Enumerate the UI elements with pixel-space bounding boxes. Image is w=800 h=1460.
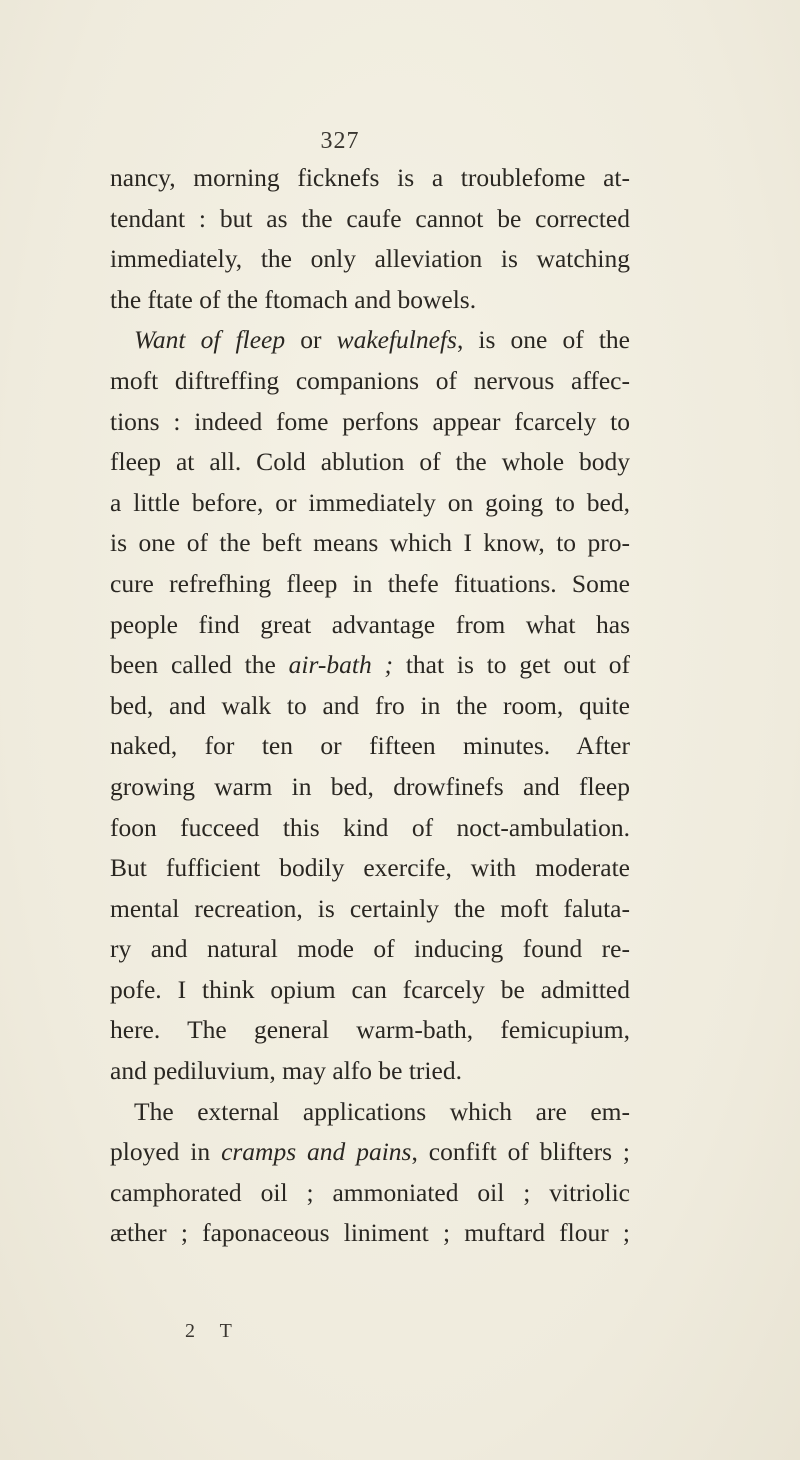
- text-run: , confift of blifters ;: [411, 1137, 630, 1167]
- italic-term: air-bath ;: [288, 650, 394, 680]
- page-number: 327: [320, 128, 360, 154]
- text-run: camphorated oil ; ammoniated oil ; vitriolic: [110, 1177, 630, 1207]
- text-run: growing warm in bed, drowfinefs and fleep: [110, 771, 630, 801]
- text-run: cure refrefhing fleep in thefe fituations. Some: [110, 568, 630, 598]
- text-line: [110, 970, 630, 1011]
- text-line: [110, 605, 630, 646]
- text-line: [110, 1213, 630, 1254]
- text-line: [110, 686, 630, 727]
- text-line: [110, 158, 630, 199]
- text-line: [110, 402, 630, 443]
- text-line: [110, 848, 630, 889]
- text-run: moft diftreffing companions of nervous affec-: [110, 365, 630, 395]
- text-line: [110, 1010, 630, 1051]
- text-run: æther ; faponaceous liniment ; muftard flour ;: [110, 1218, 630, 1248]
- text-line: [110, 199, 630, 240]
- signature-mark: 2 T: [185, 1320, 242, 1342]
- text-line: [110, 564, 630, 605]
- text-run: bed, and walk to and fro in the room, quite: [110, 690, 630, 720]
- text-line: [110, 1132, 630, 1173]
- text-line: [110, 808, 630, 849]
- text-line: [110, 239, 630, 280]
- text-run: here. The general warm-bath, femicupium,: [110, 1015, 630, 1045]
- text-line: [110, 1051, 630, 1092]
- text-line: [110, 320, 630, 361]
- text-line: [110, 889, 630, 930]
- text-run: naked, for ten or fifteen minutes. After: [110, 731, 630, 761]
- text-run: been called the: [110, 650, 289, 680]
- text-run: fleep at all. Cold ablution of the whole body: [110, 447, 630, 477]
- text-line: [110, 442, 630, 483]
- text-run: tendant : but as the caufe cannot be corrected: [110, 203, 630, 233]
- text-line: [110, 523, 630, 564]
- text-run: ployed in: [110, 1137, 222, 1167]
- text-run: ry and natural mode of inducing found re-: [110, 934, 630, 964]
- text-run: But fufficient bodily exercife, with moderate: [110, 853, 630, 883]
- text-run: pofe. I think opium can fcarcely be admitted: [110, 974, 630, 1004]
- body-text: [110, 158, 630, 1254]
- text-run: people find great advantage from what has: [110, 609, 630, 639]
- text-run: and pediluvium, may alfo be tried.: [110, 1056, 462, 1086]
- text-line: [110, 645, 630, 686]
- text-line: [110, 929, 630, 970]
- italic-term: wakefulnefs: [336, 325, 457, 355]
- text-run: is one of the beft means which I know, to pro-: [110, 528, 630, 558]
- text-run: mental recreation, is certainly the moft faluta-: [110, 893, 630, 923]
- text-run: immediately, the only alleviation is watching: [110, 244, 630, 274]
- text-line: [110, 1092, 630, 1133]
- text-run: tions : indeed fome perfons appear fcarcely to: [110, 406, 630, 436]
- text-run: a little before, or immediately on going to bed,: [110, 487, 630, 517]
- italic-term: Want of fleep: [134, 325, 286, 355]
- italic-term: cramps and pains: [221, 1137, 412, 1167]
- text-run: the ftate of the ftomach and bowels.: [110, 284, 477, 314]
- text-line: [110, 1173, 630, 1214]
- text-line: [110, 361, 630, 402]
- text-run: The external applications which are em-: [134, 1096, 630, 1126]
- text-run: that is to get out of: [393, 650, 630, 680]
- text-run: foon fucceed this kind of noct-ambulation.: [110, 812, 630, 842]
- text-run: , is one of the: [456, 325, 630, 355]
- text-run: nancy, morning ficknefs is a troublefome at-: [110, 163, 630, 192]
- text-line: [110, 726, 630, 767]
- text-line: [110, 767, 630, 808]
- text-line: [110, 280, 630, 321]
- text-run: or: [285, 325, 337, 355]
- text-line: [110, 483, 630, 524]
